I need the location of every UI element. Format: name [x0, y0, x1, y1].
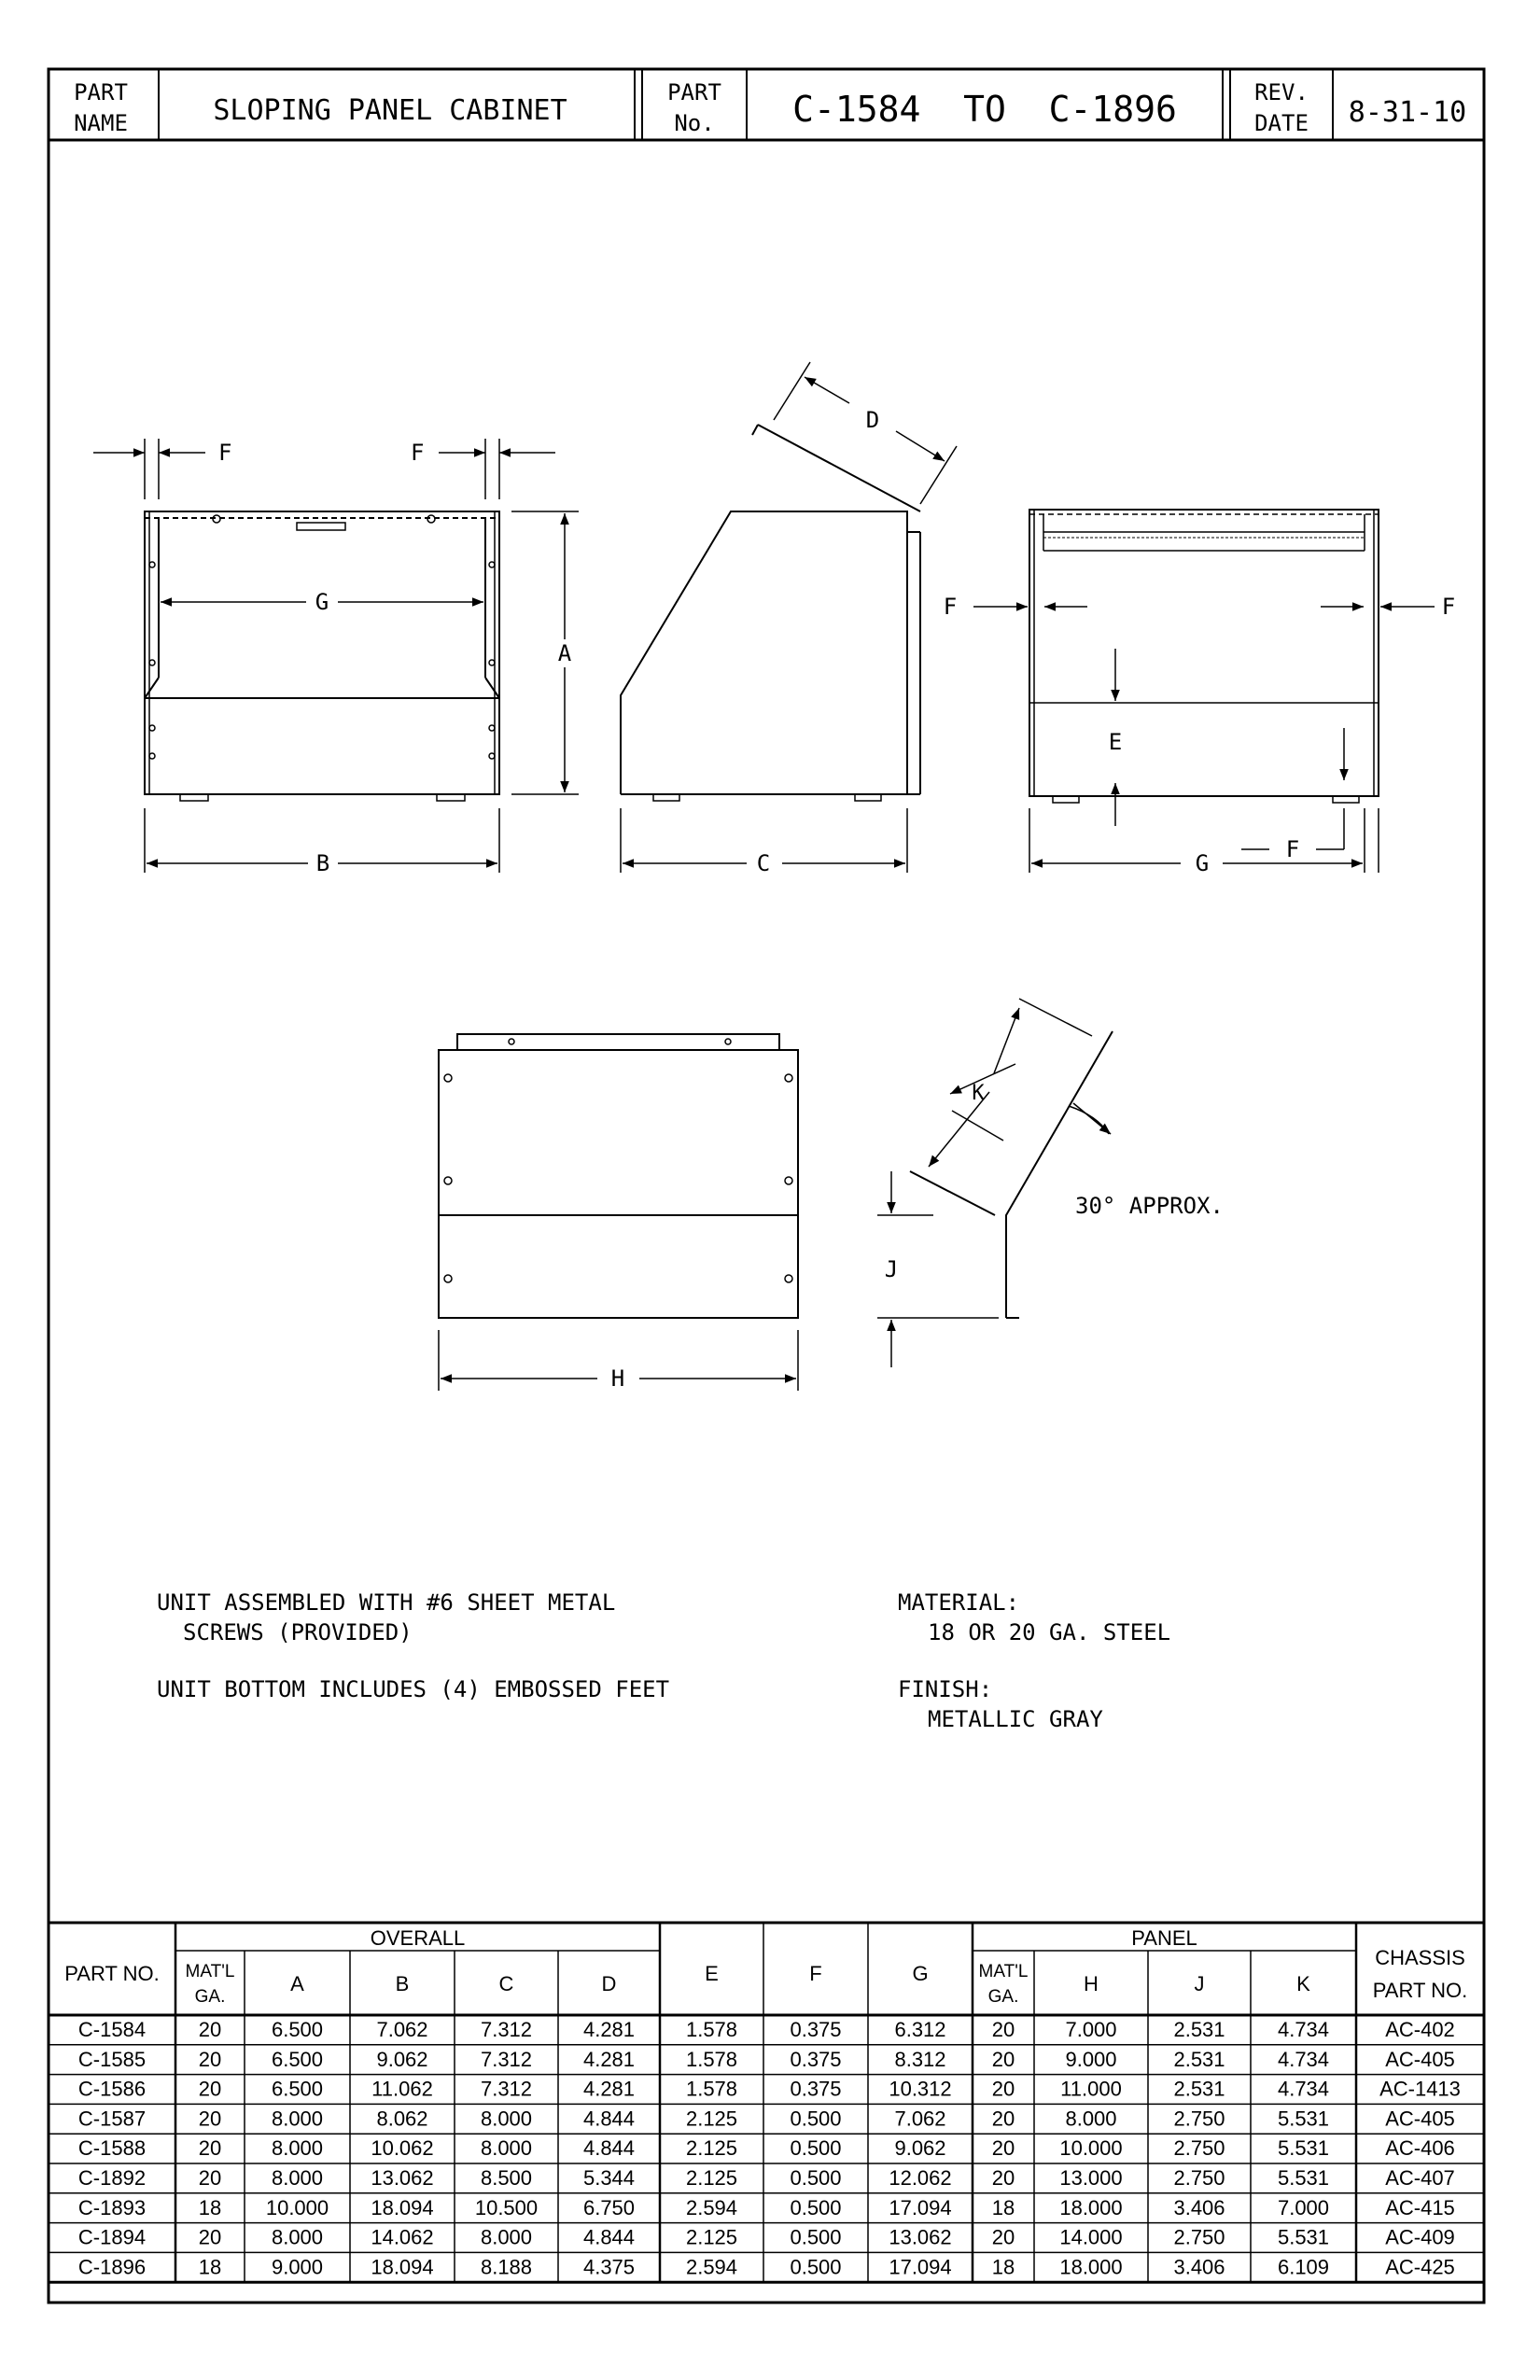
table-cell: 13.062 [371, 2166, 434, 2190]
rear-dim-g: G [1195, 850, 1210, 876]
table-cell: 4.281 [582, 2018, 636, 2041]
table-cell: 7.312 [480, 2047, 533, 2071]
table-cell: 4.844 [582, 2225, 636, 2249]
table-cell: 20 [198, 2225, 222, 2249]
table-cell: 5.531 [1277, 2107, 1330, 2131]
table-cell: C-1585 [77, 2047, 147, 2071]
finish-value: METALLIC GRAY [928, 1706, 1103, 1732]
table-cell: 13.062 [889, 2225, 952, 2249]
panel-dim-h: H [610, 1365, 625, 1392]
finish-label: FINISH: [898, 1676, 993, 1702]
table-cell: 8.000 [271, 2107, 324, 2131]
table-cell: 12.062 [889, 2166, 952, 2190]
table-cell: 18 [198, 2255, 222, 2279]
table-cell: 4.734 [1277, 2077, 1330, 2101]
table-cell: 2.594 [685, 2195, 738, 2219]
table-cell: 14.062 [371, 2225, 434, 2249]
part-name-label-1: PART [74, 79, 128, 105]
table-cell: 20 [198, 2166, 222, 2190]
table-cell: 8.000 [271, 2136, 324, 2161]
table-cell: 7.062 [894, 2107, 946, 2131]
table-cell: 20 [198, 2018, 222, 2041]
part-name-label-2: NAME [74, 110, 128, 136]
table-cell: 6.109 [1277, 2255, 1330, 2279]
table-cell: 10.000 [265, 2195, 329, 2219]
front-dim-g: G [315, 589, 329, 615]
table-cell: 20 [991, 2136, 1015, 2161]
table-cell: 1.578 [685, 2077, 738, 2101]
table-cell: 2.531 [1173, 2018, 1225, 2041]
table-cell: 0.375 [790, 2047, 842, 2071]
table-cell: 18 [991, 2195, 1015, 2219]
column-header-3: B [395, 1972, 410, 1995]
table-cell: C-1893 [77, 2195, 147, 2219]
side-view [621, 362, 957, 876]
table-cell: 9.000 [271, 2255, 324, 2279]
table-cell: 11.062 [371, 2077, 433, 2101]
group-header-overall: OVERALL [370, 1926, 466, 1950]
notes [157, 1589, 1170, 1732]
table-cell: 8.000 [480, 2136, 533, 2161]
table-cell: 1.578 [685, 2018, 738, 2041]
table-cell: AC-1413 [1379, 2077, 1461, 2101]
rear-dim-f-bottom: F [1285, 836, 1300, 862]
column-header-13-line1: CHASSIS [1375, 1946, 1465, 1969]
table-cell: 20 [991, 2077, 1015, 2101]
table-cell: 6.500 [271, 2018, 324, 2041]
front-dim-f-right: F [411, 440, 425, 466]
column-header-4: C [498, 1972, 514, 1995]
table-cell: C-1587 [77, 2107, 147, 2131]
note-assembly-2: SCREWS (PROVIDED) [183, 1619, 413, 1645]
table-cell: 1.578 [685, 2047, 738, 2071]
rev-date-label-1: REV. [1254, 79, 1309, 105]
table-cell: 3.406 [1173, 2195, 1225, 2219]
table-cell: 2.750 [1173, 2225, 1225, 2249]
title-block [49, 69, 1484, 140]
table-cell: 20 [991, 2018, 1015, 2041]
table-cell: 7.000 [1065, 2018, 1117, 2041]
front-dim-a: A [557, 640, 572, 666]
table-cell: 2.531 [1173, 2047, 1225, 2071]
table-cell: 20 [198, 2136, 222, 2161]
table-cell: 2.125 [685, 2225, 738, 2249]
table-cell: 18 [198, 2195, 222, 2219]
column-header-10: H [1084, 1972, 1099, 1995]
table-cell: 4.844 [582, 2136, 636, 2161]
rear-dim-e: E [1108, 729, 1123, 755]
table-cell: 8.312 [894, 2047, 946, 2071]
group-header-panel: PANEL [1131, 1926, 1197, 1950]
table-cell: 7.312 [480, 2018, 533, 2041]
note-bottom: UNIT BOTTOM INCLUDES (4) EMBOSSED FEET [157, 1676, 670, 1702]
table-cell: 9.000 [1065, 2047, 1117, 2071]
section-dim-j: J [884, 1256, 899, 1282]
column-header-13-line2: PART NO. [1372, 1979, 1468, 2002]
table-cell: 17.094 [889, 2255, 952, 2279]
table-cell: 10.000 [1059, 2136, 1123, 2161]
table-cell: 5.344 [582, 2166, 636, 2190]
table-cell: 13.000 [1059, 2166, 1123, 2190]
table-cell: 0.500 [790, 2136, 842, 2161]
material-label: MATERIAL: [898, 1589, 1020, 1616]
part-no: C-1584 TO C-1896 [792, 89, 1177, 130]
table-cell: 10.312 [889, 2077, 952, 2101]
rear-dim-f-left: F [943, 594, 958, 620]
table-cell: 4.844 [582, 2107, 636, 2131]
table-cell: 10.500 [474, 2195, 539, 2219]
table-cell: AC-406 [1385, 2136, 1455, 2161]
table-cell: 0.375 [790, 2018, 842, 2041]
table-cell: 6.750 [582, 2195, 636, 2219]
dimension-table [49, 1923, 1484, 2282]
table-cell: 2.125 [685, 2136, 738, 2161]
table-cell: 5.531 [1277, 2136, 1330, 2161]
table-cell: 2.750 [1173, 2166, 1225, 2190]
table-cell: 20 [198, 2047, 222, 2071]
table-cell: AC-405 [1385, 2107, 1455, 2131]
table-cell: AC-402 [1385, 2018, 1455, 2041]
part-name: SLOPING PANEL CABINET [213, 94, 567, 127]
table-cell: 6.312 [894, 2018, 946, 2041]
table-cell: 9.062 [894, 2136, 946, 2161]
column-header-9-line2: GA. [987, 1987, 1019, 2007]
table-cell: C-1894 [77, 2225, 147, 2249]
table-cell: 20 [991, 2107, 1015, 2131]
column-header-2: A [290, 1972, 304, 1995]
table-cell: 9.062 [376, 2047, 428, 2071]
table-cell: 8.000 [480, 2225, 533, 2249]
note-assembly-1: UNIT ASSEMBLED WITH #6 SHEET METAL [157, 1589, 616, 1616]
rear-view [944, 510, 1455, 876]
table-cell: 0.500 [790, 2255, 842, 2279]
table-cell: AC-407 [1385, 2166, 1455, 2190]
table-cell: C-1584 [77, 2018, 147, 2041]
table-cell: 20 [991, 2225, 1015, 2249]
table-cell: 5.531 [1277, 2225, 1330, 2249]
table-cell: 4.375 [582, 2255, 636, 2279]
table-cell: C-1588 [77, 2136, 147, 2161]
column-header-12: K [1296, 1972, 1310, 1995]
table-cell: 4.281 [582, 2077, 636, 2101]
table-cell: AC-405 [1385, 2047, 1455, 2071]
table-cell: AC-409 [1385, 2225, 1455, 2249]
rev-date-label-2: DATE [1254, 110, 1309, 136]
table-cell: 2.594 [685, 2255, 738, 2279]
table-cell: 8.000 [480, 2107, 533, 2131]
front-view [93, 439, 579, 876]
rear-dim-f-right: F [1441, 594, 1456, 620]
table-cell: 2.125 [685, 2166, 738, 2190]
table-cell: 6.500 [271, 2077, 324, 2101]
table-cell: C-1896 [77, 2255, 147, 2279]
angle-note: 30° APPROX. [1075, 1193, 1224, 1219]
table-cell: 8.500 [480, 2166, 533, 2190]
panel-section [877, 999, 1224, 1367]
table-cell: 2.125 [685, 2107, 738, 2131]
table-cell: 7.000 [1277, 2195, 1330, 2219]
side-dim-c: C [756, 850, 771, 876]
panel-view [439, 1034, 798, 1392]
table-cell: 18.094 [371, 2195, 434, 2219]
table-cell: 2.750 [1173, 2136, 1225, 2161]
table-cell: 20 [198, 2077, 222, 2101]
table-cell: 0.500 [790, 2166, 842, 2190]
table-cell: 14.000 [1059, 2225, 1123, 2249]
rev-date: 8-31-10 [1348, 96, 1467, 129]
table-cell: 0.500 [790, 2225, 842, 2249]
column-header-0: PART NO. [64, 1962, 160, 1985]
table-cell: 7.062 [376, 2018, 428, 2041]
column-header-1-line2: GA. [194, 1987, 226, 2007]
table-cell: 4.734 [1277, 2047, 1330, 2071]
table-cell: 18 [991, 2255, 1015, 2279]
table-cell: 8.000 [1065, 2107, 1117, 2131]
table-cell: C-1892 [77, 2166, 147, 2190]
column-header-11: J [1194, 1972, 1205, 1995]
column-header-7: F [809, 1962, 822, 1985]
table-cell: 18.094 [371, 2255, 434, 2279]
table-cell: 8.188 [480, 2255, 533, 2279]
table-cell: AC-415 [1385, 2195, 1455, 2219]
table-cell: 4.734 [1277, 2018, 1330, 2041]
table-cell: C-1586 [77, 2077, 147, 2101]
table-cell: 6.500 [271, 2047, 324, 2071]
table-cell: 20 [198, 2107, 222, 2131]
table-cell: 4.281 [582, 2047, 636, 2071]
part-no-label-1: PART [667, 79, 721, 105]
table-cell: 0.500 [790, 2195, 842, 2219]
table-cell: 2.531 [1173, 2077, 1225, 2101]
front-dim-b: B [315, 850, 330, 876]
table-cell: 8.062 [376, 2107, 428, 2131]
section-dim-k: K [972, 1082, 985, 1105]
table-cell: 8.000 [271, 2225, 324, 2249]
column-header-9-line1: MAT'L [978, 1962, 1029, 1981]
column-header-1-line1: MAT'L [185, 1962, 235, 1981]
table-cell: 17.094 [889, 2195, 952, 2219]
table-cell: 10.062 [371, 2136, 434, 2161]
table-cell: 18.000 [1059, 2255, 1123, 2279]
table-cell: 18.000 [1059, 2195, 1123, 2219]
table-cell: AC-425 [1385, 2255, 1455, 2279]
part-no-label-2: No. [674, 110, 715, 136]
sheet-border [49, 69, 1484, 2303]
front-dim-f-left: F [218, 440, 232, 466]
table-cell: 20 [991, 2047, 1015, 2071]
table-cell: 20 [991, 2166, 1015, 2190]
table-cell: 7.312 [480, 2077, 533, 2101]
material-value: 18 OR 20 GA. STEEL [928, 1619, 1171, 1645]
table-cell: 5.531 [1277, 2166, 1330, 2190]
column-header-8: G [912, 1962, 929, 1985]
table-cell: 11.000 [1060, 2077, 1122, 2101]
column-header-5: D [601, 1972, 617, 1995]
table-cell: 8.000 [271, 2166, 324, 2190]
table-cell: 2.750 [1173, 2107, 1225, 2131]
table-cell: 3.406 [1173, 2255, 1225, 2279]
table-cell: 0.500 [790, 2107, 842, 2131]
side-dim-d: D [865, 407, 880, 433]
column-header-6: E [705, 1962, 719, 1985]
table-cell: 0.375 [790, 2077, 842, 2101]
